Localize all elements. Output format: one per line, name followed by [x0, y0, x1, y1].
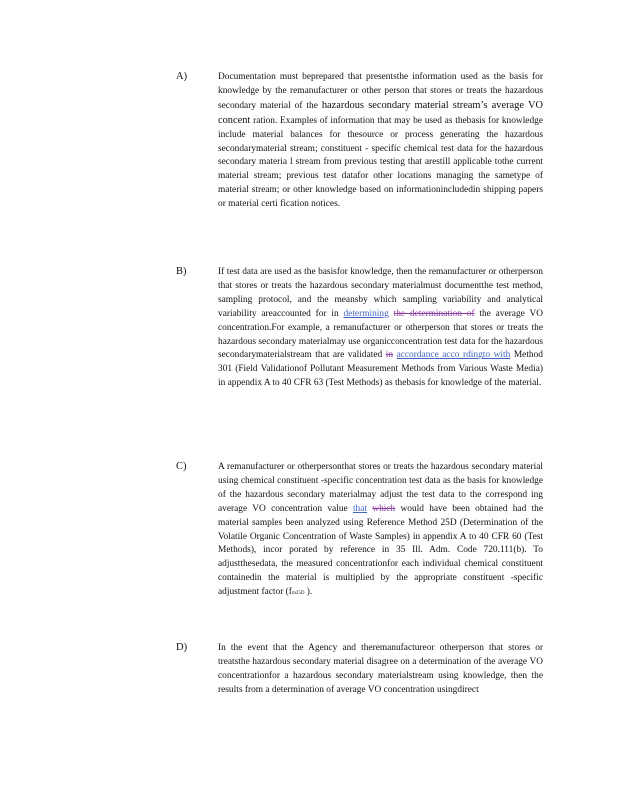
- paragraph-text: [218, 642, 543, 698]
- text-run: A remanufacturer or otherpersonthat stores or treats the hazardous secondary material using chemical constituent -specific concentration test data as the basis for knowledge of the hazardous secondary materialmay adjust the test data to the correspond ing average VO concentration value: [218, 462, 543, 514]
- paragraph-a: [178, 71, 543, 212]
- paragraph-text: [218, 266, 543, 391]
- text-run: hazardous secondary material stream’s average VO concent: [218, 99, 543, 126]
- text-run: In the event that the Agency and theremanufactureor otherperson that stores or treatsthe hazardous secondary material disagree on a determination of the average VO concentrationfor a hazardous secondary materialstream using knowledge, then the results from a determination of average VO concentration usingdirect: [218, 643, 543, 695]
- text-run: Method 301 (Field Validationof Pollutant Measurement Methods from Various Waste Media) in appendix A to 40 CFR 63 (Test Methods) as thebasis for knowledge of the material.: [218, 350, 543, 389]
- text-run: If test data are used as the basisfor knowledge, then the remanufacturer or otherperson that stores or treats the hazardous secondary materialmust documentthe test method, sampling protocol, and the meansby which sampling variability and analytical variability areaccounted for in: [218, 267, 543, 319]
- inserted-text: determining: [343, 308, 389, 319]
- text-run: ration. Examples of information that may be used as thebasis for knowledge include material balances for thesource or process generating the hazardous secondarymaterial stream; constituent - specific chemical test data for the hazardous secondary materia l stream from previous testing that arestill applicable tothe current material stream; previous test datafor other locations managing the sametype of material stream; or other knowledge based on informationincludedin shipping papers or material certi fication notices.: [218, 115, 543, 210]
- paragraph-letter: D): [176, 642, 188, 653]
- paragraph-c: [178, 461, 543, 601]
- paragraph-letter: B): [176, 266, 187, 277]
- deleted-text: in: [385, 350, 394, 361]
- paragraph-letter: A): [176, 71, 188, 82]
- inserted-text: that: [352, 503, 368, 514]
- subscript-text: m25D: [291, 591, 305, 597]
- inserted-text: accordance acco rdingto with: [396, 350, 511, 361]
- text-run: ).: [304, 587, 313, 598]
- paragraph-letter: C): [176, 461, 187, 472]
- text-run: would have been obtained had the material samples been analyzed using Reference Method 25D (Determination of the Volatile Organic Concentration of Waste Samples) in appendix A to 40 CFR 60 (Test Methods), incor porated by reference in 35 Ill. Adm. Code 720.111(b). To adjustthesedata, the measured concentrationfor each individual chemical constituent containedin the material is multiplied by the appropriate constituent -specific adjustment factor (f: [218, 503, 543, 598]
- paragraph-b: [178, 266, 543, 391]
- text-run: Documentation must beprepared that presentsthe information used as the basis for knowledge by the remanufacturer or other person that stores or treats the hazardous secondary material of the: [218, 72, 543, 111]
- paragraph-text: [218, 71, 543, 212]
- paragraph-text: [218, 461, 543, 601]
- text-run: the average VO concentration.For example, a remanufacturer or otherperson that stores or treats the hazardous secondary materialmay use organicconcentration test data for the hazardous secondarymaterialstream that are validated: [218, 308, 543, 361]
- deleted-text: the determination of: [393, 308, 475, 319]
- paragraph-d: [178, 642, 543, 698]
- deleted-text: which: [372, 503, 396, 514]
